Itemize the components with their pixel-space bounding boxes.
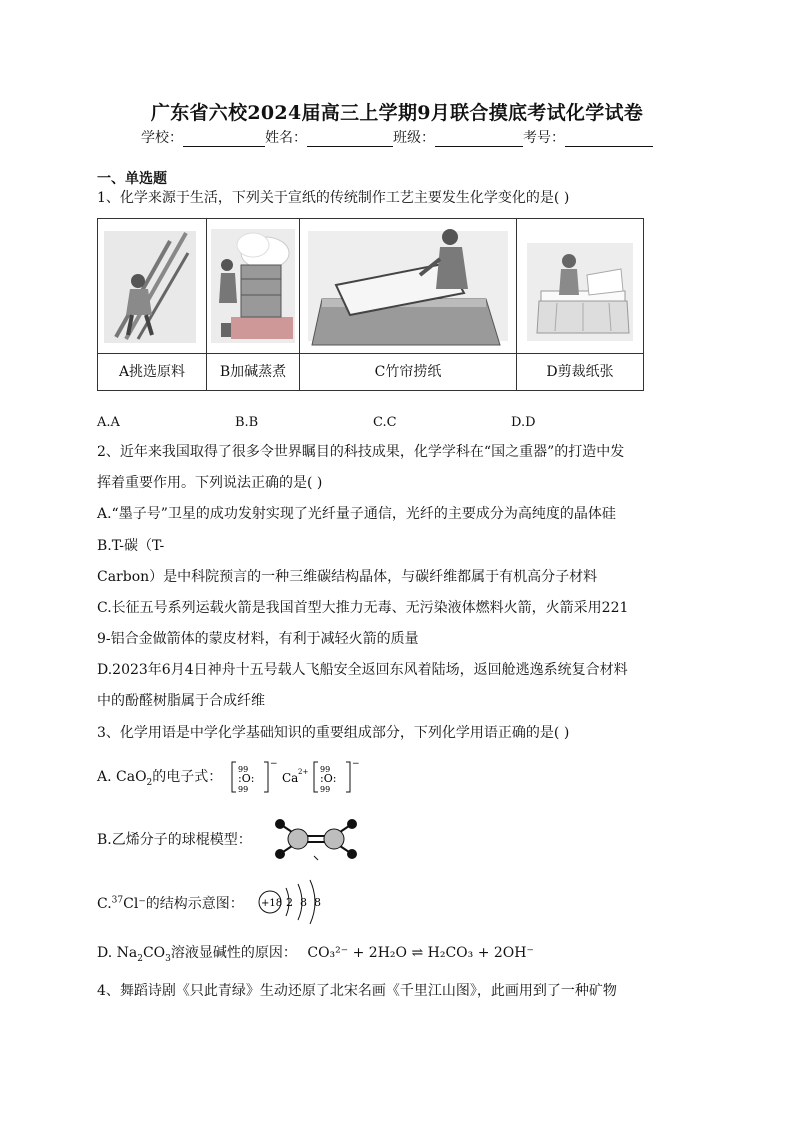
name-blank[interactable] [307, 132, 393, 147]
school-label: 学校： [141, 130, 183, 146]
answer-b[interactable]: B.B [235, 415, 259, 430]
svg-text:2: 2 [286, 896, 293, 909]
question-3-stem: 3、化学用语是中学化学基础知识的重要组成部分，下列化学用语正确的是( ) [97, 725, 570, 741]
name-label: 姓名： [265, 130, 307, 146]
answer-d[interactable]: D.D [511, 415, 536, 430]
page-title: 广东省六校2024届高三上学期9月联合摸底考试化学试卷 [150, 102, 644, 124]
option-c-label: C竹帘捞纸 [300, 354, 517, 391]
svg-text:2+: 2+ [298, 768, 309, 776]
isotope-mass-number: 37 [111, 895, 124, 906]
svg-text:99: 99 [320, 785, 331, 794]
option-a-text: 的电子式： [152, 769, 223, 785]
svg-text:99: 99 [238, 785, 249, 794]
option-b-image [207, 219, 300, 354]
question-2-option-a[interactable]: A.“墨子号”卫星的成功发射实现了光纤量子通信，光纤的主要成分为高纯度的晶体硅 [97, 506, 616, 522]
option-c-image [300, 219, 517, 354]
class-label: 班级： [393, 130, 435, 146]
ethylene-ball-stick-model [268, 812, 364, 868]
answer-a[interactable]: A.A [97, 415, 120, 430]
question-1-options-table [97, 218, 644, 391]
svg-text:99: 99 [320, 765, 331, 774]
svg-text:+18: +18 [261, 898, 283, 909]
option-d-label: D剪裁纸张 [517, 354, 644, 391]
svg-text::O:: :O: [320, 772, 337, 785]
question-2-option-b-line1[interactable]: B.T-碳（T- [97, 538, 165, 554]
exam-no-blank[interactable] [565, 132, 653, 147]
option-c-text: Cl⁻的结构示意图： [123, 896, 244, 912]
option-a-image [98, 219, 207, 354]
school-blank[interactable] [183, 132, 265, 147]
question-3-option-d[interactable]: D. $Na_2CO_3$溶液显碱性的原因： CO₃²⁻ + 2H₂O ⇌ H₂CO₃ + 2OH⁻ [97, 945, 534, 964]
option-d-image [517, 219, 644, 354]
class-blank[interactable] [435, 132, 523, 147]
question-2-option-d-line2: 中的酚醛树脂属于合成纤维 [97, 693, 265, 709]
cao2-subscript: 2 [146, 777, 153, 788]
question-3-option-b[interactable]: B.乙烯分子的球棍模型： [97, 832, 252, 848]
svg-text:Ca: Ca [282, 771, 299, 785]
option-c-prefix: C. [97, 896, 112, 912]
question-3-option-a[interactable] [97, 766, 222, 788]
option-b-label: B加碱蒸煮 [207, 354, 300, 391]
svg-text:−: − [270, 759, 278, 769]
question-4-stem: 4、舞蹈诗剧《只此青绿》生动还原了北宋名画《千里江山图》，此画用到了一种矿物 [97, 983, 617, 999]
answer-c[interactable]: C.C [373, 415, 397, 430]
svg-text:8: 8 [314, 896, 321, 909]
svg-text:99: 99 [238, 765, 249, 774]
svg-text::O:: :O: [238, 772, 255, 785]
question-2-stem-line2: 挥着重要作用。下列说法正确的是( ) [97, 475, 323, 491]
question-1-stem: 1、化学来源于生活，下列关于宣纸的传统制作工艺主要发生化学变化的是( ) [97, 190, 570, 206]
hydrolysis-equation: CO₃²⁻ + 2H₂O ⇌ H₂CO₃ + 2OH⁻ [307, 945, 534, 961]
cao2-formula: A. CaO [97, 769, 147, 785]
option-a-label: A挑选原料 [98, 354, 207, 391]
cao2-electron-formula [228, 758, 360, 796]
exam-no-label: 考号： [523, 130, 565, 146]
chloride-ion-structure-diagram [256, 878, 326, 924]
section-heading: 一、单选题 [97, 171, 167, 187]
option-d-text: 溶液显碱性的原因： [170, 945, 297, 961]
question-3-option-c[interactable] [97, 893, 244, 913]
option-d-prefix: D. Na [97, 945, 138, 961]
svg-text:−: − [352, 759, 360, 769]
student-info-line [0, 127, 794, 147]
question-2-option-b-line2: Carbon）是中科院预言的一种三维碳结构晶体，与碳纤维都属于有机高分子材料 [97, 569, 598, 585]
svg-text:8: 8 [300, 896, 307, 909]
question-2-option-c-line1[interactable]: C.长征五号系列运载火箭是我国首型大推力无毒、无污染液体燃料火箭，火箭采用221 [97, 600, 629, 616]
question-2-option-c-line2: 9-铝合金做箭体的蒙皮材料，有利于减轻火箭的质量 [97, 631, 419, 647]
question-2-option-d-line1[interactable]: D.2023年6月4日神舟十五号载人飞船安全返回东风着陆场，返回舱逃逸系统复合材料 [97, 662, 628, 678]
question-2-stem-line1: 2、近年来我国取得了很多令世界瞩目的科技成果，化学学科在“国之重器”的打造中发 [97, 444, 625, 460]
